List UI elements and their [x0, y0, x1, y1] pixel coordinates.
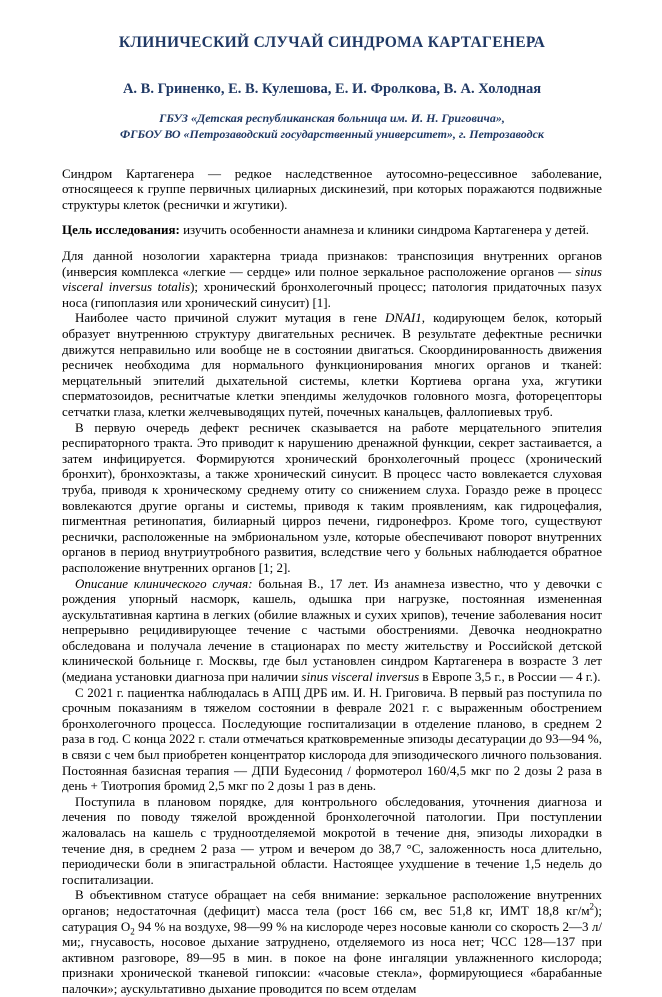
affiliation-line-2: ФГБОУ ВО «Петрозаводский государственный университет», г. Петрозаводск — [120, 126, 544, 141]
paragraph-study-aim: Цель исследования: изучить особенности анамнеза и клиники синдрома Картагенера у детей. — [62, 222, 590, 238]
paragraph-observation-history: С 2021 г. пациентка наблюдалась в АПЦ ДРБ им. И. Н. Григовича. В первый раз поступила по срочным показаниям в тяжелом состоянии в феврале 2021 г. с выраженным обострением бронхолегочного процесса. Последующие госпитализации в отделение планово, в среднем 2 раза в год. С конца 2022 г. стали отмечаться кратковременные эпизоды десатурации до 93—94 %, в связи с чем был приобретен концентратор кислорода для эпизодического личного пользования. Постоянная базисная терапия — ДПИ Будесонид / формотерол 160/4,5 мкг по 2 дозы 2 раза в день + Тиотропия бромид 2,5 мкг по 2 дозы 1 раз в день. — [62, 684, 602, 794]
case-label: Описание клинического случая: — [75, 575, 253, 591]
latin-term: sinus visceral inversus totalis — [62, 263, 602, 295]
affiliation-line-1: ГБУЗ «Детская республиканская больница им. И. Н. Григовича», — [159, 111, 505, 125]
affiliation-block — [62, 111, 602, 143]
paragraph-pathogenesis: В первую очередь дефект ресничек сказывается на работе мерцательного эпителия респираторного тракта. Это приводит к нарушению дренажной функции, секрет застаивается, а затем инфицируется. Формируются хронический бронхолегочный процесс (хронический бронхит), бронхоэктазы, а также хронический синусит. В процесс часто вовлекается слуховая труба, приводя к хроническому среднему отиту со снижением слуха. Гораздо реже в процесс вовлекаются другие органы и системы, приводя к таким проявлениям, как гидроцефалия, пигментная ретинопатия, билиарный цирроз печени, гидронефроз. Кроме того, существуют реснички, расположенные на эмбриональном узле, которые обеспечивают поворот внутренних органов в период внутриутробного развития, вследствие чего у больных наблюдается обратное расположение внутренних органов [1; 2]. — [62, 419, 602, 575]
authors-line: А. В. Гриненко, Е. В. Кулешова, Е. И. Фролкова, В. А. Холодная — [122, 81, 542, 97]
paragraph-etiology: Наиболее часто причиной служит мутация в гене DNAI1, кодирующем белок, который образует внутреннюю структуру двигательных ресничек. В результате дефектные реснички движутся неправильно или вообще не в состоянии двигаться. Скоординированность движения ресничек необходима для нормального функционирования многих органов и тканей: мерцательный эпителий дыхательной системы, клетки Кортиева органа уха, жгутики сперматозоидов, реснитчатые клетки эпендимы желудочков головного мозга, фоторецепторы сетчатки глаза, клетки желчевыводящих путей, почечных канальцев, фаллопиевых труб. — [62, 310, 602, 419]
latin-term: sinus visceral inversus — [301, 669, 420, 685]
paragraph-objective-status: В объективном статусе обращает на себя внимание: зеркальное расположение внутренних органов; недостаточная (дефицит) масса тела (рост 166 см, вес 51,8 кг, ИМТ 18,8 $кг/м^2$); сатурация $O_2$ 94 % на воздухе, 98—99 % на кислороде через носовые канюли со скорость 2—3 л/ми;, гнусавость, носовое дыхание затруднено, отделяемого из носа нет; ЧСС 128—137 при активном разговоре, 89—95 в мин. в покое на фоне ингаляции увлажненного кислорода; признаки хронической тканевой гипоксии: «часовые стекла», формирующиеся «барабанные палочки»; аускультативно дыхание проводится по всем отделам — [62, 887, 602, 996]
gene-name: DNAI1 — [384, 310, 422, 326]
abstract-body — [62, 166, 602, 997]
paragraph-triad: Для данной нозологии характерна триада признаков: транспозиция внутренних органов (инверсия комплекса «легкие — сердце» или полное зеркальное расположение органов — sinus visceral inversus totalis); хронический бронхолегочный процесс; патология придаточных пазух носа (гипоплазия или хронический синусит) [1]. — [62, 248, 602, 310]
paragraph-admission: Поступила в плановом порядке, для контрольного обследования, уточнения диагноза и лечения по поводу тяжелой врожденной бронхолегочной патологии. При поступлении жаловалась на кашель с трудноотделяемой мокротой в течение дня, эпизоды лихорадки в течение дня, в среднем 2 раза — утром и вечером до 38,7 °C, заложенность носа длительно, периодически боли в эпигастральной области. Настоящее ухудшение в течение 1,5 недель до госпитализации. — [62, 793, 602, 887]
superscript-2: 2 — [589, 901, 595, 912]
paper-title: КЛИНИЧЕСКИЙ СЛУЧАЙ СИНДРОМА КАРТАГЕНЕРА — [118, 34, 546, 51]
aim-label: Цель исследования: — [62, 222, 180, 238]
subscript-2: 2 — [130, 926, 135, 937]
paragraph-definition: Синдром Картагенера — редкое наследственное аутосомно-рецессивное заболевание, относящееся к группе первичных цилиарных дискинезий, при которых поражаются подвижные структуры клеток (реснички и жгутики). — [62, 165, 602, 212]
paragraph-case-description: Описание клинического случая: больная В., 17 лет. Из анамнеза известно, что у девочки с рождения упорный насморк, кашель, одышка при нагрузке, постоянная измененная аускультативная картина в легких (обилие влажных и сухих хрипов), течение заболевания носит непрерывно рецидивирующее течение с частыми обострениями. Девочка неоднократно обследована и получала лечение в стационарах по месту жительству и Российской детской клинической больнице г. Москвы, где был установлен синдром Картагенера в возрасте 3 лет (медиана установки диагноза при наличии sinus visceral inversus в Европе 3,5 г., в России — 4 г.). — [62, 575, 602, 685]
